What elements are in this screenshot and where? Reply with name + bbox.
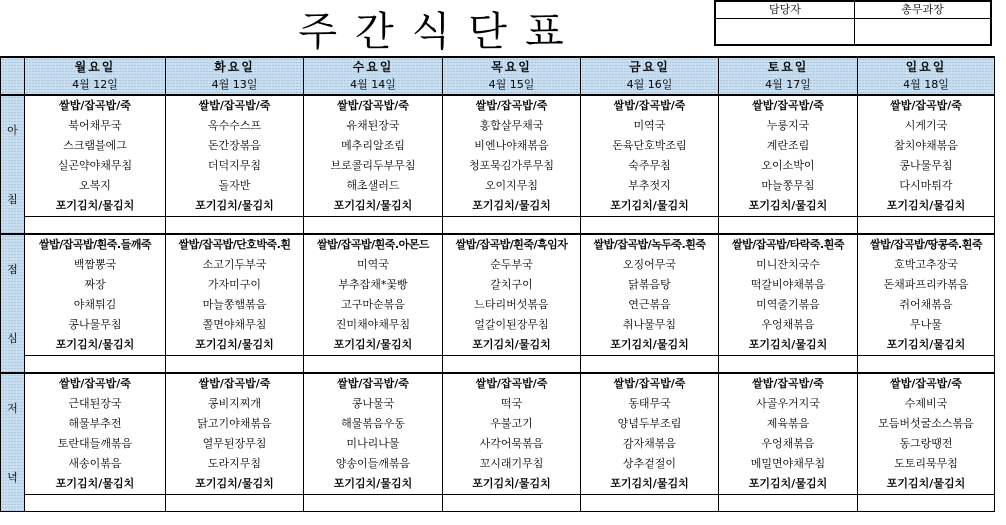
menu-cell: 닭볶음탕 [581,275,719,295]
day-name: 토요일 [719,57,858,76]
menu-cell: 포기김치/물김치 [443,474,581,495]
menu-cell [581,495,719,512]
menu-cell: 소고기두부국 [166,255,304,275]
menu-cell: 떡갈비야채볶음 [719,275,858,295]
menu-cell: 메밀면야채무침 [719,454,858,474]
menu-cell: 메추리알조림 [304,136,443,156]
menu-cell: 모듬버섯굴소스볶음 [858,414,995,434]
lunch-row [1,234,995,255]
menu-cell [25,217,166,235]
menu-cell: 동그랑땡전 [858,434,995,454]
menu-cell: 연근볶음 [581,295,719,315]
day-date: 4월 16일 [581,76,719,95]
menu-cell: 쌀밥/잡곡밥/죽 [581,95,719,116]
menu-cell: 열무된장무침 [166,434,304,454]
approval-sign-1[interactable] [716,19,855,44]
menu-cell [166,356,304,374]
menu-cell: 취나물무침 [581,315,719,335]
dinner-row [1,373,995,394]
menu-cell: 미니잔치국수 [719,255,858,275]
lunch-row [1,356,995,374]
menu-cell: 쌀밥/잡곡밥/단호박죽.흰 [166,234,304,255]
menu-cell: 유채된장국 [304,116,443,136]
menu-cell: 호박고추장국 [858,255,995,275]
approval-label-2: 총무과장 [855,2,990,19]
menu-cell: 오이소박이 [719,156,858,176]
day-date: 4월 13일 [166,76,304,95]
day-name: 화요일 [166,57,304,76]
breakfast-row [1,95,995,116]
menu-table [0,56,995,512]
breakfast-row [1,136,995,156]
menu-cell: 다시마튀각 [858,176,995,196]
header-day-row [1,57,995,76]
menu-cell: 브로콜리두부무침 [304,156,443,176]
menu-cell: 포기김치/물김치 [304,196,443,217]
dinner-row [1,434,995,454]
menu-cell: 미역국 [581,116,719,136]
menu-cell: 쌀밥/잡곡밥/죽 [858,373,995,394]
breakfast-row [1,156,995,176]
menu-cell: 돈채파프리카볶음 [858,275,995,295]
day-name: 일요일 [858,57,995,76]
breakfast-row [1,116,995,136]
lunch-row [1,315,995,335]
menu-cell: 오복지 [25,176,166,196]
menu-cell [858,217,995,235]
menu-cell: 짜장 [25,275,166,295]
menu-cell: 사각어묵볶음 [443,434,581,454]
menu-cell: 도라지무침 [166,454,304,474]
page-title: 주간식단표 [298,8,582,55]
menu-cell: 닭고기야채볶음 [166,414,304,434]
menu-cell: 순두부국 [443,255,581,275]
menu-cell: 쌀밥/잡곡밥/흰죽/흑임자 [443,234,581,255]
menu-cell: 쌀밥/잡곡밥/죽 [719,95,858,116]
menu-cell: 감자채볶음 [581,434,719,454]
menu-cell: 실곤약야채무침 [25,156,166,176]
breakfast-row [1,217,995,235]
menu-cell: 콩비지찌개 [166,394,304,414]
menu-cell: 홍합살무채국 [443,116,581,136]
menu-cell [304,217,443,235]
menu-cell: 도토리묵무침 [858,454,995,474]
menu-cell: 돌자반 [166,176,304,196]
menu-cell: 포기김치/물김치 [25,474,166,495]
menu-cell: 포기김치/물김치 [581,196,719,217]
menu-cell: 가자미구이 [166,275,304,295]
menu-cell: 돈간장볶음 [166,136,304,156]
day-date: 4월 12일 [25,76,166,95]
lunch-row [1,255,995,275]
dinner-label [1,373,25,512]
menu-cell: 해물부추전 [25,414,166,434]
menu-cell: 포기김치/물김치 [719,335,858,356]
menu-cell [581,217,719,235]
meal-label-char: 침 [7,192,18,206]
menu-cell [858,495,995,512]
menu-cell: 부추젓지 [581,176,719,196]
menu-cell: 쌀밥/잡곡밥/흰죽.아몬드 [304,234,443,255]
menu-cell: 포기김치/물김치 [443,196,581,217]
menu-cell: 우불고기 [443,414,581,434]
menu-cell: 쌀밥/잡곡밥/죽 [858,95,995,116]
menu-cell: 쌀밥/잡곡밥/죽 [719,373,858,394]
menu-cell: 포기김치/물김치 [304,335,443,356]
day-name: 금요일 [581,57,719,76]
menu-cell: 쌀밥/잡곡밥/죽 [581,373,719,394]
breakfast-label [1,95,25,234]
menu-cell: 백짬뽕국 [25,255,166,275]
menu-cell: 콩나물국 [304,394,443,414]
menu-cell: 숙주무침 [581,156,719,176]
menu-cell: 포기김치/물김치 [443,335,581,356]
menu-cell [166,495,304,512]
menu-cell: 쌀밥/잡곡밥/죽 [443,95,581,116]
menu-cell [166,217,304,235]
menu-cell: 갈치구이 [443,275,581,295]
menu-cell: 쌀밥/잡곡밥/땅콩죽.흰죽 [858,234,995,255]
menu-cell: 부추잡채*꽃빵 [304,275,443,295]
menu-cell: 마늘쫑무침 [719,176,858,196]
menu-cell: 해물볶음우동 [304,414,443,434]
menu-cell [443,495,581,512]
menu-cell: 얼갈이된장무침 [443,315,581,335]
day-date: 4월 15일 [443,76,581,95]
menu-cell: 해초샐러드 [304,176,443,196]
menu-cell: 시게기국 [858,116,995,136]
menu-cell: 포기김치/물김치 [719,474,858,495]
menu-cell [719,356,858,374]
dinner-row [1,454,995,474]
menu-cell: 포기김치/물김치 [166,196,304,217]
menu-cell: 떡국 [443,394,581,414]
meal-label-char: 녁 [7,470,18,484]
menu-cell: 쥐어채볶음 [858,295,995,315]
dinner-row [1,394,995,414]
menu-cell [304,495,443,512]
menu-cell [443,356,581,374]
meal-label-char: 점 [7,262,18,276]
menu-cell: 더덕지무침 [166,156,304,176]
day-date: 4월 17일 [719,76,858,95]
menu-cell: 진미채야채무침 [304,315,443,335]
menu-cell: 쌀밥/잡곡밥/죽 [166,373,304,394]
menu-cell: 느타리버섯볶음 [443,295,581,315]
menu-cell: 미역국 [304,255,443,275]
menu-cell: 참치야채볶음 [858,136,995,156]
menu-cell: 포기김치/물김치 [25,196,166,217]
approval-box [714,0,992,46]
menu-cell: 콩나물무침 [858,156,995,176]
menu-cell: 포기김치/물김치 [858,474,995,495]
menu-cell [719,217,858,235]
menu-cell: 돈육단호박조림 [581,136,719,156]
day-name: 월요일 [25,57,166,76]
menu-cell [304,356,443,374]
menu-cell: 포기김치/물김치 [304,474,443,495]
menu-cell [25,495,166,512]
title-area [166,0,714,56]
menu-cell: 포기김치/물김치 [858,196,995,217]
menu-cell: 포기김치/물김치 [166,474,304,495]
menu-cell: 포기김치/물김치 [166,335,304,356]
day-name: 수요일 [304,57,443,76]
menu-cell: 마늘쫑햄볶음 [166,295,304,315]
menu-cell: 쌀밥/잡곡밥/죽 [304,373,443,394]
menu-cell: 미역줄기볶음 [719,295,858,315]
menu-cell: 쌀밥/잡곡밥/흰죽.들깨죽 [25,234,166,255]
menu-cell: 콩나물무침 [25,315,166,335]
menu-cell: 수제비국 [858,394,995,414]
lunch-row [1,275,995,295]
approval-sign-2[interactable] [855,19,990,44]
menu-cell: 쫄면야채무침 [166,315,304,335]
menu-cell [443,217,581,235]
menu-cell: 계란조림 [719,136,858,156]
menu-cell: 사골우거지국 [719,394,858,414]
menu-cell: 우엉채볶음 [719,434,858,454]
menu-cell: 포기김치/물김치 [581,474,719,495]
lunch-row [1,295,995,315]
menu-cell: 옥수수스프 [166,116,304,136]
breakfast-row [1,176,995,196]
menu-cell: 오이지무침 [443,176,581,196]
meal-label-char: 아 [7,123,18,137]
header-corner [1,57,25,95]
header-date-row [1,76,995,95]
menu-cell: 토란대들깨볶음 [25,434,166,454]
menu-cell: 제육볶음 [719,414,858,434]
menu-cell: 새송이볶음 [25,454,166,474]
menu-cell: 근대된장국 [25,394,166,414]
menu-cell: 쌀밥/잡곡밥/녹두죽.흰죽 [581,234,719,255]
menu-cell [25,356,166,374]
menu-cell: 쌀밥/잡곡밥/죽 [25,373,166,394]
menu-cell: 쌀밥/잡곡밥/타락죽.흰죽 [719,234,858,255]
menu-cell: 청포묵김가루무침 [443,156,581,176]
dinner-row [1,495,995,512]
menu-cell: 누룽지국 [719,116,858,136]
menu-cell: 오징어무국 [581,255,719,275]
day-name: 목요일 [443,57,581,76]
menu-cell [858,356,995,374]
menu-cell: 꼬시래기무침 [443,454,581,474]
menu-cell: 스크램블에그 [25,136,166,156]
menu-cell: 미나리나물 [304,434,443,454]
menu-cell: 쌀밥/잡곡밥/죽 [166,95,304,116]
menu-cell: 쌀밥/잡곡밥/죽 [25,95,166,116]
menu-cell: 포기김치/물김치 [25,335,166,356]
menu-cell: 포기김치/물김치 [581,335,719,356]
menu-cell: 상추겉절이 [581,454,719,474]
menu-cell: 양념두부조림 [581,414,719,434]
menu-cell [581,356,719,374]
menu-cell: 포기김치/물김치 [719,196,858,217]
approval-label-1: 담당자 [716,2,855,19]
day-date: 4월 14일 [304,76,443,95]
meal-label-char: 심 [7,331,18,345]
menu-cell: 고구마순볶음 [304,295,443,315]
menu-cell: 쌀밥/잡곡밥/죽 [443,373,581,394]
menu-cell: 야채튀김 [25,295,166,315]
menu-cell: 포기김치/물김치 [858,335,995,356]
dinner-row [1,474,995,495]
menu-cell: 우엉채볶음 [719,315,858,335]
menu-cell: 쌀밥/잡곡밥/죽 [304,95,443,116]
menu-cell: 비엔나야채볶음 [443,136,581,156]
menu-cell [719,495,858,512]
breakfast-row [1,196,995,217]
lunch-row [1,335,995,356]
menu-cell: 북어채무국 [25,116,166,136]
menu-cell: 동태무국 [581,394,719,414]
day-date: 4월 18일 [858,76,995,95]
meal-label-char: 저 [7,401,18,415]
menu-cell: 무나물 [858,315,995,335]
menu-cell: 양송이들깨볶음 [304,454,443,474]
dinner-row [1,414,995,434]
lunch-label [1,234,25,373]
